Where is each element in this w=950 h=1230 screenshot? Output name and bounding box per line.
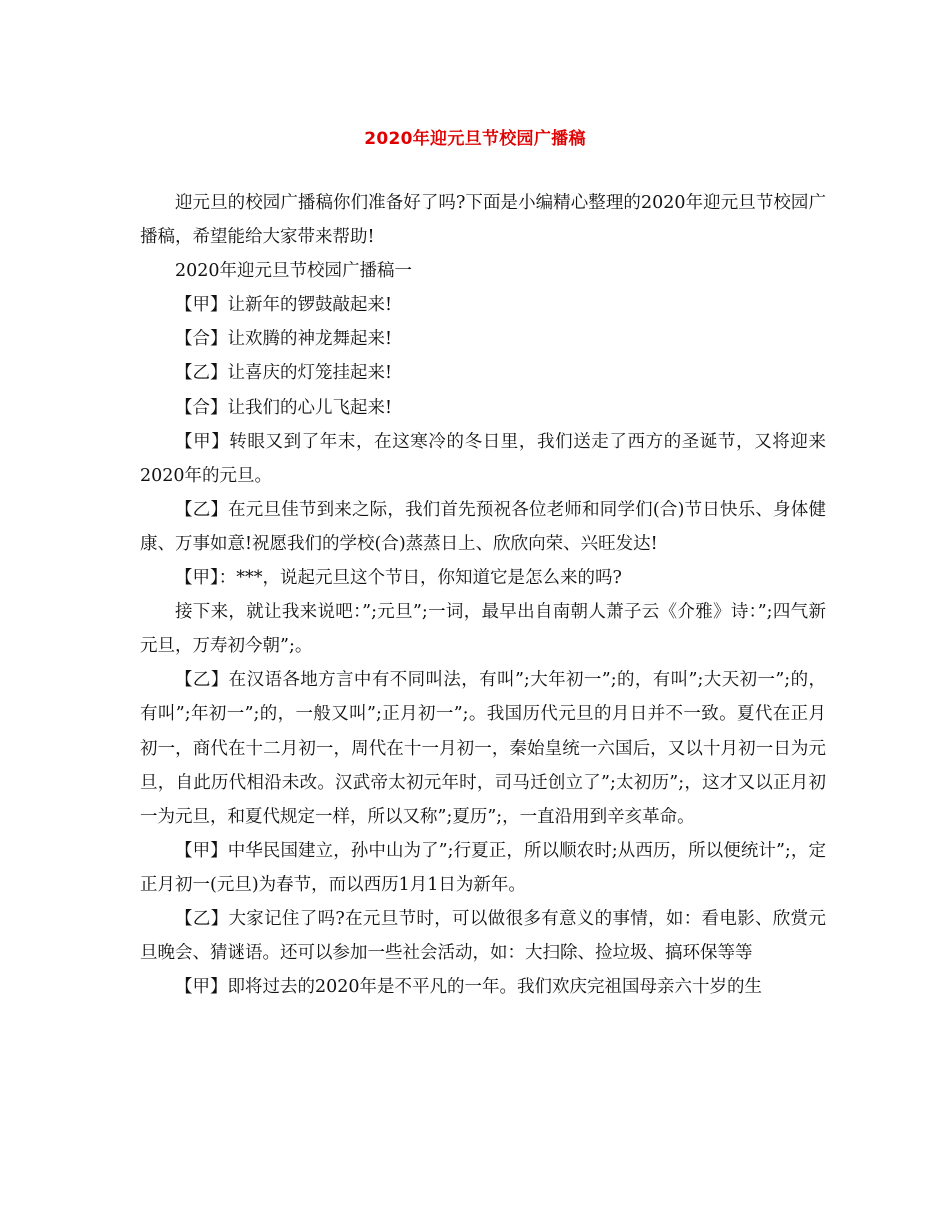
dialogue-line: 【合】让欢腾的神龙舞起来!: [175, 329, 393, 350]
dialogue-line: 【甲】转眼又到了年末，在这寒冷的冬日里，我们送走了西方的圣诞节，又将迎来2020年的元旦。: [140, 431, 826, 486]
dialogue-line: 【乙】让喜庆的灯笼挂起来!: [175, 363, 393, 384]
dialogue-line: 【甲】让新年的锣鼓敲起来!: [175, 295, 393, 316]
dialogue-line: 接下来，就让我来说吧：”;元旦”;一词，最早出自南朝人萧子云《介雅》诗：”;四气新元旦，万寿初今朝”;。: [140, 602, 826, 657]
dialogue-line: 【合】让我们的心儿飞起来!: [175, 397, 393, 418]
dialogue-line: 【甲】中华民国建立，孙中山为了”;行夏正，所以顺农时;从西历，所以便统计”;，定正月初一(元旦)为春节，而以西历1月1日为新年。: [140, 840, 826, 895]
document-body: [140, 186, 826, 1004]
document-title: 2020年迎元旦节校园广播稿: [364, 129, 586, 149]
dialogue-line: 【乙】大家记住了吗?在元旦节时，可以做很多有意义的事情，如：看电影、欣赏元旦晚会、猜谜语。还可以参加一些社会活动，如：大扫除、捡垃圾、搞环保等等: [140, 908, 826, 964]
section-heading: 2020年迎元旦节校园广播稿一: [175, 261, 413, 282]
intro-paragraph: 迎元旦的校园广播稿你们准备好了吗?下面是小编精心整理的2020年迎元旦节校园广播稿，希望能给大家带来帮助!: [140, 193, 826, 248]
dialogue-line: 【乙】在元旦佳节到来之际，我们首先预祝各位老师和同学们(合)节日快乐、身体健康、万事如意!祝愿我们的学校(合)蒸蒸日上、欣欣向荣、兴旺发达!: [140, 499, 826, 554]
dialogue-line: 【甲】：***，说起元旦这个节日，你知道它是怎么来的吗?: [175, 568, 622, 589]
dialogue-line: 【甲】即将过去的2020年是不平凡的一年。我们欢庆完祖国母亲六十岁的生: [175, 977, 763, 998]
dialogue-line: 【乙】在汉语各地方言中有不同叫法，有叫”;大年初一”;的，有叫”;大天初一”;的，有叫”;年初一”;的，一般又叫”;正月初一”;。我国历代元旦的月日并不一致。夏代在正月初一，商代在十二月初一，周代在十一月初一，秦始皇统一六国后，又以十月初一日为元旦，自此历代相沿未改。汉武帝太初元年时，司马迁创立了”;太初历”;，这才又以正月初一为元旦，和夏代规定一样，所以又称”;夏历”;，一直沿用到辛亥革命。: [140, 670, 826, 827]
